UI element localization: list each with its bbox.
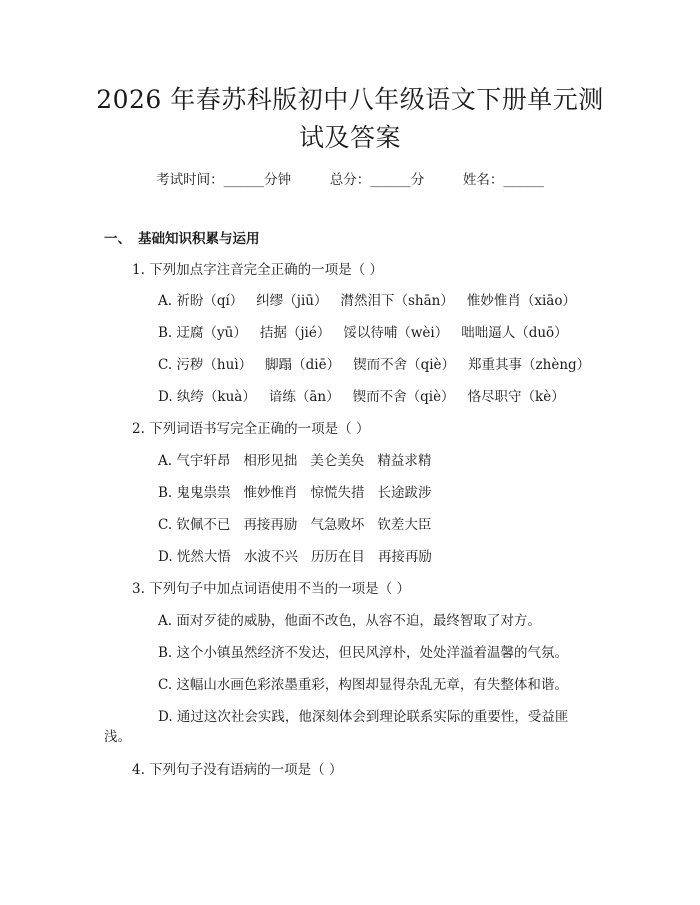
- answer-option-continuation: 浅。: [104, 729, 131, 745]
- exam-title-line-2: 试及答案: [298, 123, 401, 152]
- answer-option: [158, 323, 581, 343]
- answer-option: [158, 515, 444, 535]
- option-term: 气急败坏: [310, 517, 365, 533]
- option-term: 惊慌失措: [310, 485, 365, 501]
- exam-title-line-1: 2026 年春苏科版初中八年级语文下册单元测: [96, 85, 604, 114]
- option-term: 再接再励: [377, 549, 432, 565]
- total-score-label: 总分：: [329, 172, 371, 188]
- option-term: 美仑美奂: [310, 453, 365, 469]
- answer-option: [158, 547, 445, 567]
- exam-time-unit: 分钟: [264, 172, 292, 188]
- question-stem: 1. 下列加点字注音完全正确的一项是（ ）: [132, 262, 383, 278]
- option-term: D. 纨绔（kuà）: [158, 389, 256, 405]
- answer-option: A. 面对歹徒的威胁，他面不改色，从容不迫，最终智取了对方。: [158, 613, 541, 629]
- answer-option: D. 通过这次社会实践，他深刻体会到理论联系实际的重要性，受益匪: [158, 709, 569, 725]
- option-term: 恪尽职守（kè）: [467, 389, 565, 405]
- option-term: 潸然泪下（shān）: [340, 293, 454, 309]
- option-term: C. 污秽（huì）: [158, 357, 253, 373]
- exam-time-label: 考试时间：: [156, 172, 224, 188]
- option-term: 谙练（ān）: [268, 389, 340, 405]
- section-title: 基础知识积累与运用: [138, 231, 260, 247]
- option-term: D. 恍然大悟: [158, 549, 231, 565]
- total-score-blank: ______: [370, 172, 411, 188]
- answer-option: C. 这幅山水画色彩浓墨重彩，构图却显得杂乱无章，有失整体和谐。: [158, 677, 568, 693]
- option-term: C. 钦佩不已: [158, 517, 231, 533]
- name-label: 姓名：: [462, 172, 504, 188]
- section-number: 一、: [104, 231, 131, 247]
- option-term: 锲而不舍（qiè）: [352, 389, 455, 405]
- answer-option: [158, 483, 445, 503]
- option-term: 纠缪（jiū）: [256, 293, 328, 309]
- answer-option: [158, 387, 578, 407]
- name-blank: ______: [503, 172, 544, 188]
- option-term: 惟妙惟肖（xiāo）: [466, 293, 576, 309]
- option-term: 脚蹋（diē）: [265, 357, 341, 373]
- answer-option: [158, 291, 589, 311]
- option-term: 惟妙惟肖: [243, 485, 298, 501]
- answer-option: B. 这个小镇虽然经济不发达，但民风淳朴，处处洋溢着温馨的气氛。: [158, 645, 569, 661]
- option-term: A. 祈盼（qí）: [158, 293, 244, 309]
- option-term: 钦差大臣: [377, 517, 432, 533]
- option-term: B. 鬼鬼祟祟: [158, 485, 231, 501]
- option-term: 精益求精: [377, 453, 432, 469]
- answer-option: [158, 355, 603, 375]
- exam-time-blank: ______: [223, 172, 265, 188]
- option-term: 馁以待哺（wèi）: [343, 325, 449, 341]
- question-stem: 2. 下列词语书写完全正确的一项是（ ）: [132, 421, 370, 437]
- question-stem: 4. 下列句子没有语病的一项是（ ）: [132, 762, 343, 778]
- option-term: 历历在目: [310, 549, 365, 565]
- option-term: 水波不兴: [243, 549, 298, 565]
- option-term: 相形见拙: [243, 453, 298, 469]
- question-stem: 3. 下列句子中加点词语使用不当的一项是（ ）: [132, 581, 410, 597]
- option-term: 锲而不舍（qiè）: [353, 357, 456, 373]
- answer-option: [158, 451, 444, 471]
- section-heading: [104, 229, 260, 249]
- option-term: 咄咄逼人（duō）: [461, 325, 568, 341]
- option-term: 再接再励: [243, 517, 298, 533]
- option-term: B. 迂腐（yū）: [158, 325, 247, 341]
- option-term: 郑重其事（zhèng）: [468, 357, 591, 373]
- total-score-unit: 分: [410, 172, 425, 188]
- exam-info-line: [0, 170, 700, 190]
- option-term: 拮据（jié）: [259, 325, 331, 341]
- option-term: 长途跋涉: [377, 485, 432, 501]
- option-term: A. 气宇轩昂: [158, 453, 231, 469]
